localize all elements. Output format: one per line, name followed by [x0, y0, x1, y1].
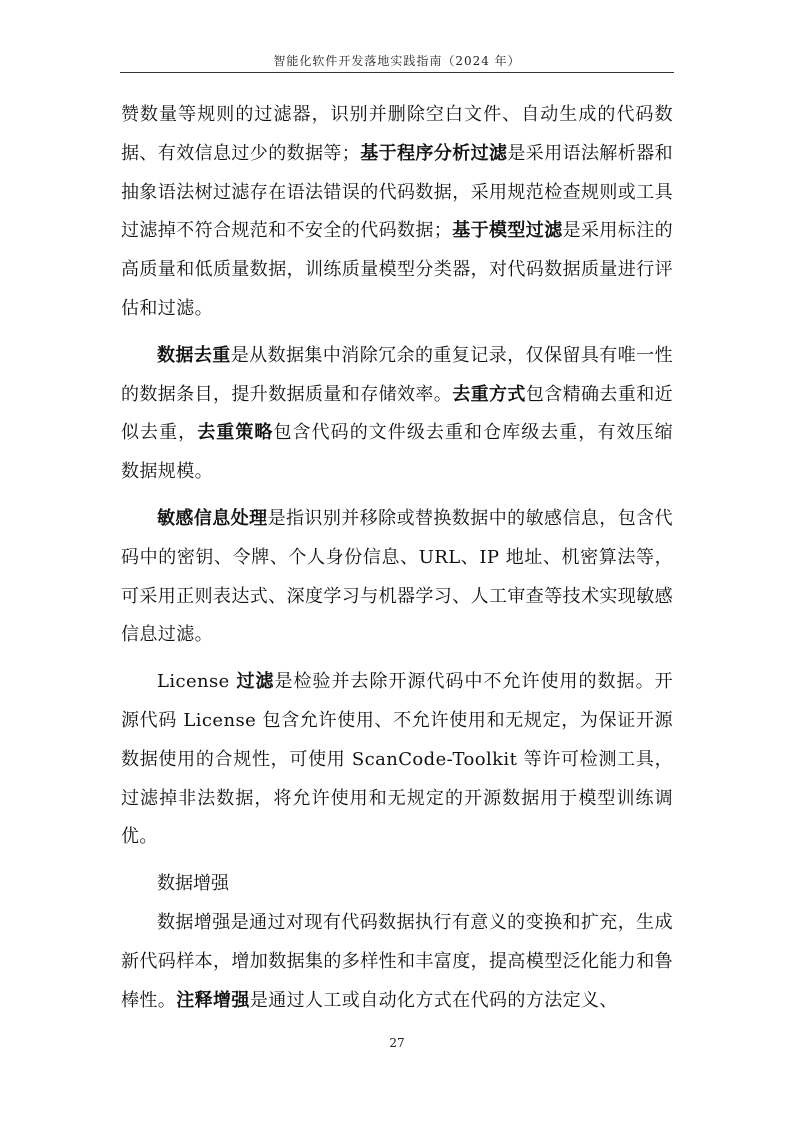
bold-term-dedup: 数据去重 — [157, 344, 231, 366]
paragraph-text: 是通过人工或自动化方式在代码的方法定义、 — [249, 989, 618, 1011]
bold-term-comment-augmentation: 注释增强 — [176, 989, 250, 1011]
paragraph-text: 是采用标注的高质量和低质量数据，训练质量模型分类器，对代码数据质量进行评估和过滤。 — [121, 220, 674, 319]
page-number: 27 — [389, 1036, 405, 1050]
paragraph-filtering — [121, 96, 673, 329]
paragraph-text: 包含代码的文件级去重和仓库级去重，有效压缩数据规模。 — [121, 422, 673, 483]
paragraph-text: 是指识别并移除或替换数据中的敏感信息，包含代码中的密钥、令牌、个人身份信息、URL、IP 地址、机密算法等，可采用正则表达式、深度学习与机器学习、人工审查等技术实现敏感信息过滤。 — [121, 507, 673, 646]
paragraph-deduplication — [121, 337, 673, 492]
paragraph-license-filter — [121, 663, 673, 857]
paragraph-text: 是从数据集中消除冗余的重复记录，仅保留具有唯一性的数据条目，提升数据质量和存储效率。 — [121, 344, 673, 405]
paragraph-augmentation — [121, 904, 673, 1020]
bold-term-model-filter: 基于模型过滤 — [452, 220, 563, 242]
section-heading: 数据增强 — [157, 873, 229, 895]
paragraph-sensitive-info — [121, 500, 673, 655]
running-header: 智能化软件开发落地实践指南（2024 年） — [273, 54, 521, 68]
paragraph-text: 是检验并去除开源代码中不允许使用的数据。开源代码 License 包含允许使用、不允许使用和无规定，为保证开源数据使用的合规性，可使用 ScanCode-Toolkit 等许可检测工具，过滤掉非法数据，将允许使用和无规定的开源数据用于模型训练调优。 — [121, 671, 673, 848]
paragraph-text: 是采用语法解析器和抽象语法树过滤存在语法错误的代码数据，采用规范检查规则或工具过滤掉不符合规范和不安全的代码数据； — [121, 142, 674, 242]
paragraph-text: License — [157, 671, 237, 693]
header-rule — [120, 72, 674, 73]
bold-term-license-filter: 过滤 — [236, 671, 275, 693]
paragraph-text: 赞数量等规则的过滤器，识别并删除空白文件、自动生成的代码数据、有效信息过少的数据等； — [121, 104, 673, 164]
paragraph-text: 包含精确去重和近似去重， — [121, 383, 674, 444]
page-body — [121, 96, 673, 1020]
bold-term-dedup-method: 去重方式 — [452, 383, 526, 405]
bold-term-dedup-strategy: 去重策略 — [197, 422, 274, 444]
paragraph-text: 数据增强是通过对现有代码数据执行有意义的变换和扩充，生成新代码样本，增加数据集的多样性和丰富度，提高模型泛化能力和鲁棒性。 — [121, 911, 673, 1011]
bold-term-sensitive-info: 敏感信息处理 — [157, 507, 268, 529]
bold-term-program-analysis-filter: 基于程序分析过滤 — [360, 142, 508, 164]
